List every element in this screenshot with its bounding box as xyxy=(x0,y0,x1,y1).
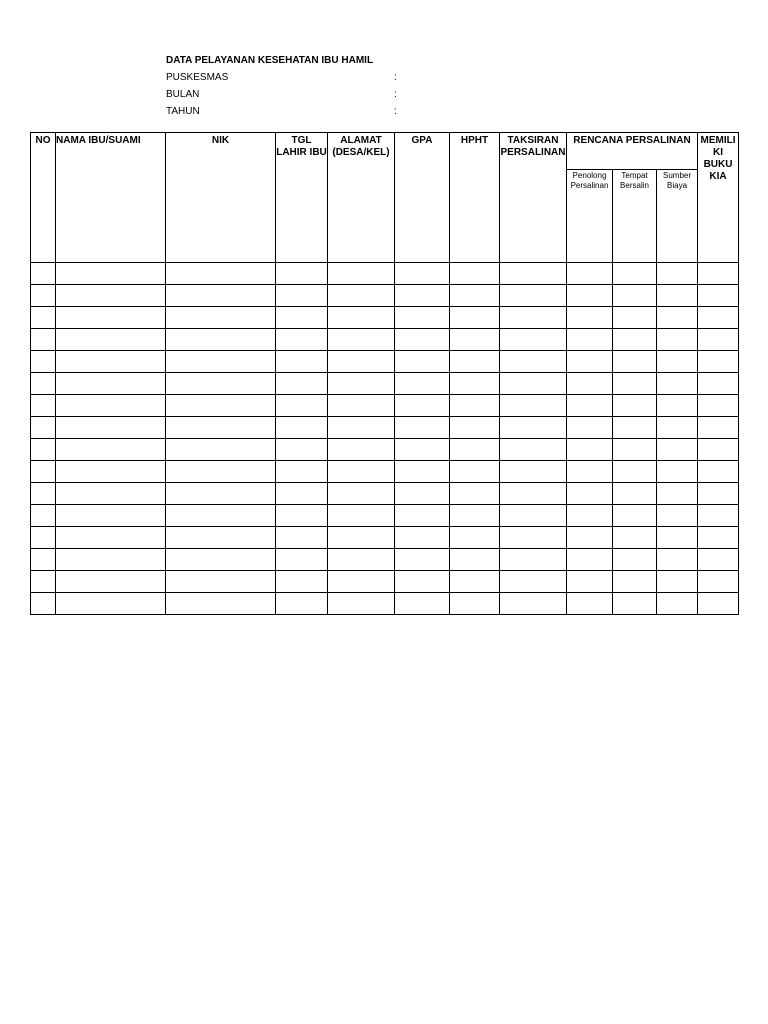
table-cell xyxy=(166,549,276,571)
table-cell xyxy=(328,527,395,549)
table-cell xyxy=(613,505,657,527)
table-cell xyxy=(328,593,395,615)
field-colon: : xyxy=(394,72,397,83)
table-cell xyxy=(395,285,450,307)
table-cell xyxy=(613,307,657,329)
table-cell xyxy=(31,461,56,483)
table-cell xyxy=(56,593,166,615)
table-cell xyxy=(328,263,395,285)
table-cell xyxy=(395,307,450,329)
table-cell xyxy=(31,549,56,571)
table-cell xyxy=(395,527,450,549)
header-alamat: ALAMAT (DESA/KEL) xyxy=(328,133,395,263)
table-cell xyxy=(450,285,500,307)
table-row xyxy=(31,483,739,505)
table-cell xyxy=(328,351,395,373)
table-cell xyxy=(56,285,166,307)
table-cell xyxy=(31,373,56,395)
table-cell xyxy=(328,329,395,351)
table-cell xyxy=(276,571,328,593)
table-cell xyxy=(166,263,276,285)
table-cell xyxy=(166,527,276,549)
table-cell xyxy=(56,461,166,483)
table-cell xyxy=(450,417,500,439)
table-cell xyxy=(450,483,500,505)
header-memiliki-buku: MEMILI KI BUKU KIA xyxy=(698,133,739,263)
table-cell xyxy=(166,285,276,307)
table-cell xyxy=(276,307,328,329)
table-cell xyxy=(657,527,698,549)
table-cell xyxy=(395,483,450,505)
table-cell xyxy=(395,505,450,527)
table-cell xyxy=(698,329,739,351)
table-cell xyxy=(276,285,328,307)
table-body xyxy=(31,263,739,615)
table-cell xyxy=(450,373,500,395)
table-cell xyxy=(276,439,328,461)
table-cell xyxy=(500,439,567,461)
header-rencana: RENCANA PERSALINAN xyxy=(567,133,698,170)
table-cell xyxy=(166,373,276,395)
header-penolong: Penolong Persalinan xyxy=(567,170,613,263)
table-cell xyxy=(450,461,500,483)
table-cell xyxy=(450,549,500,571)
table-cell xyxy=(31,351,56,373)
table-cell xyxy=(31,417,56,439)
table-cell xyxy=(500,329,567,351)
table-cell xyxy=(395,329,450,351)
table-cell xyxy=(166,439,276,461)
table-cell xyxy=(450,505,500,527)
table-cell xyxy=(56,373,166,395)
table-cell xyxy=(166,307,276,329)
table-cell xyxy=(500,263,567,285)
table-cell xyxy=(500,285,567,307)
table-cell xyxy=(31,307,56,329)
table-cell xyxy=(500,351,567,373)
field-puskesmas xyxy=(166,69,466,86)
header-tgl-lahir: TGL LAHIR IBU xyxy=(276,133,328,263)
table-cell xyxy=(395,351,450,373)
table-cell xyxy=(276,417,328,439)
table-cell xyxy=(31,571,56,593)
table-cell xyxy=(395,395,450,417)
table-cell xyxy=(657,285,698,307)
table-cell xyxy=(166,329,276,351)
table-cell xyxy=(31,527,56,549)
table-cell xyxy=(613,373,657,395)
table-cell xyxy=(500,571,567,593)
table-cell xyxy=(567,417,613,439)
table-cell xyxy=(166,461,276,483)
table-row xyxy=(31,373,739,395)
table-cell xyxy=(698,351,739,373)
table-row xyxy=(31,571,739,593)
table-cell xyxy=(657,373,698,395)
table-cell xyxy=(500,483,567,505)
table-cell xyxy=(328,505,395,527)
table-row xyxy=(31,505,739,527)
table-cell xyxy=(657,571,698,593)
table-cell xyxy=(698,285,739,307)
table-cell xyxy=(567,461,613,483)
table-cell xyxy=(567,263,613,285)
table-row xyxy=(31,461,739,483)
field-label: TAHUN xyxy=(166,106,200,117)
table-cell xyxy=(276,527,328,549)
table-row xyxy=(31,395,739,417)
header-taksiran: TAKSIRAN PERSALINAN xyxy=(500,133,567,263)
table-cell xyxy=(698,373,739,395)
table-cell xyxy=(698,263,739,285)
table-cell xyxy=(56,549,166,571)
header-hpht: HPHT xyxy=(450,133,500,263)
table-row xyxy=(31,351,739,373)
table-cell xyxy=(500,417,567,439)
table-row xyxy=(31,307,739,329)
table-cell xyxy=(657,351,698,373)
table-cell xyxy=(613,527,657,549)
table-cell xyxy=(698,549,739,571)
table-cell xyxy=(613,285,657,307)
table-cell xyxy=(657,263,698,285)
table-cell xyxy=(613,395,657,417)
table-cell xyxy=(450,395,500,417)
table-cell xyxy=(567,439,613,461)
table-cell xyxy=(657,329,698,351)
table-cell xyxy=(328,417,395,439)
table-cell xyxy=(276,461,328,483)
table-cell xyxy=(698,571,739,593)
table-cell xyxy=(657,505,698,527)
field-label: BULAN xyxy=(166,89,200,100)
table-cell xyxy=(450,263,500,285)
document-title: DATA PELAYANAN KESEHATAN IBU HAMIL xyxy=(166,55,374,66)
table-cell xyxy=(56,307,166,329)
table-row xyxy=(31,593,739,615)
table-cell xyxy=(450,329,500,351)
table-cell xyxy=(567,351,613,373)
table-cell xyxy=(500,395,567,417)
field-label: PUSKESMAS xyxy=(166,72,229,83)
table-cell xyxy=(567,395,613,417)
header-nama: NAMA IBU/SUAMI xyxy=(56,133,166,263)
table-cell xyxy=(613,461,657,483)
table-cell xyxy=(166,593,276,615)
table-cell xyxy=(328,395,395,417)
table-cell xyxy=(31,285,56,307)
data-table xyxy=(30,132,739,615)
document-header xyxy=(166,52,466,120)
table-cell xyxy=(56,263,166,285)
table-cell xyxy=(166,483,276,505)
table-cell xyxy=(450,351,500,373)
table-cell xyxy=(166,417,276,439)
table-cell xyxy=(450,593,500,615)
table-cell xyxy=(166,505,276,527)
table-row xyxy=(31,329,739,351)
table-cell xyxy=(698,395,739,417)
table-cell xyxy=(395,593,450,615)
table-cell xyxy=(657,439,698,461)
table-cell xyxy=(698,417,739,439)
table-cell xyxy=(328,373,395,395)
table-cell xyxy=(276,373,328,395)
table-cell xyxy=(613,417,657,439)
table-cell xyxy=(328,439,395,461)
table-cell xyxy=(613,351,657,373)
table-cell xyxy=(31,395,56,417)
table-cell xyxy=(56,417,166,439)
table-cell xyxy=(31,263,56,285)
table-cell xyxy=(276,593,328,615)
table-cell xyxy=(613,329,657,351)
field-tahun xyxy=(166,103,466,120)
table-cell xyxy=(500,527,567,549)
table-cell xyxy=(31,483,56,505)
table-cell xyxy=(166,351,276,373)
table-cell xyxy=(613,483,657,505)
table-cell xyxy=(395,571,450,593)
table-cell xyxy=(657,593,698,615)
header-gpa: GPA xyxy=(395,133,450,263)
table-cell xyxy=(56,395,166,417)
header-tempat: Tempat Bersalin xyxy=(613,170,657,263)
table-cell xyxy=(31,329,56,351)
table-cell xyxy=(31,439,56,461)
table-cell xyxy=(657,461,698,483)
table-cell xyxy=(450,527,500,549)
table-cell xyxy=(613,571,657,593)
field-bulan xyxy=(166,86,466,103)
table-cell xyxy=(567,329,613,351)
table-cell xyxy=(567,593,613,615)
table-cell xyxy=(657,417,698,439)
table-cell xyxy=(698,439,739,461)
table-cell xyxy=(31,593,56,615)
table-cell xyxy=(698,307,739,329)
table-cell xyxy=(56,571,166,593)
table-cell xyxy=(276,263,328,285)
table-cell xyxy=(657,549,698,571)
table-cell xyxy=(166,571,276,593)
table-cell xyxy=(395,263,450,285)
table-cell xyxy=(657,307,698,329)
table-cell xyxy=(567,549,613,571)
table-row xyxy=(31,549,739,571)
table-cell xyxy=(276,505,328,527)
field-colon: : xyxy=(394,89,397,100)
table-row xyxy=(31,527,739,549)
table-cell xyxy=(698,461,739,483)
table-cell xyxy=(328,307,395,329)
table-cell xyxy=(500,505,567,527)
table-cell xyxy=(500,461,567,483)
header-nik: NIK xyxy=(166,133,276,263)
table-cell xyxy=(450,439,500,461)
table-cell xyxy=(395,439,450,461)
table-row xyxy=(31,417,739,439)
table-cell xyxy=(567,505,613,527)
table-cell xyxy=(500,373,567,395)
table-cell xyxy=(56,483,166,505)
table-cell xyxy=(395,461,450,483)
table-cell xyxy=(567,285,613,307)
table-cell xyxy=(276,395,328,417)
table-cell xyxy=(613,439,657,461)
table-cell xyxy=(395,549,450,571)
table-cell xyxy=(56,527,166,549)
table-row xyxy=(31,285,739,307)
table-cell xyxy=(276,329,328,351)
table-cell xyxy=(395,373,450,395)
table-cell xyxy=(328,483,395,505)
field-colon: : xyxy=(394,106,397,117)
table-cell xyxy=(500,593,567,615)
table-cell xyxy=(613,549,657,571)
table-cell xyxy=(276,483,328,505)
table-cell xyxy=(567,373,613,395)
table-cell xyxy=(500,549,567,571)
table-cell xyxy=(657,483,698,505)
table-cell xyxy=(395,417,450,439)
table-cell xyxy=(567,483,613,505)
table-cell xyxy=(698,527,739,549)
table-cell xyxy=(567,527,613,549)
table-cell xyxy=(328,285,395,307)
table-cell xyxy=(567,307,613,329)
table-cell xyxy=(31,505,56,527)
table-cell xyxy=(698,483,739,505)
table-cell xyxy=(613,263,657,285)
table-cell xyxy=(328,549,395,571)
table-cell xyxy=(166,395,276,417)
table-cell xyxy=(276,351,328,373)
table-row xyxy=(31,263,739,285)
table-cell xyxy=(56,351,166,373)
table-cell xyxy=(276,549,328,571)
table-row xyxy=(31,439,739,461)
table-cell xyxy=(500,307,567,329)
header-no: NO xyxy=(31,133,56,263)
table-cell xyxy=(698,593,739,615)
table-cell xyxy=(657,395,698,417)
table-cell xyxy=(567,571,613,593)
table-cell xyxy=(56,505,166,527)
table-cell xyxy=(56,439,166,461)
table-cell xyxy=(613,593,657,615)
table-cell xyxy=(56,329,166,351)
table-cell xyxy=(450,571,500,593)
table-cell xyxy=(328,571,395,593)
table-cell xyxy=(698,505,739,527)
header-sumber: Sumber Biaya xyxy=(657,170,698,263)
table-cell xyxy=(450,307,500,329)
table-cell xyxy=(328,461,395,483)
